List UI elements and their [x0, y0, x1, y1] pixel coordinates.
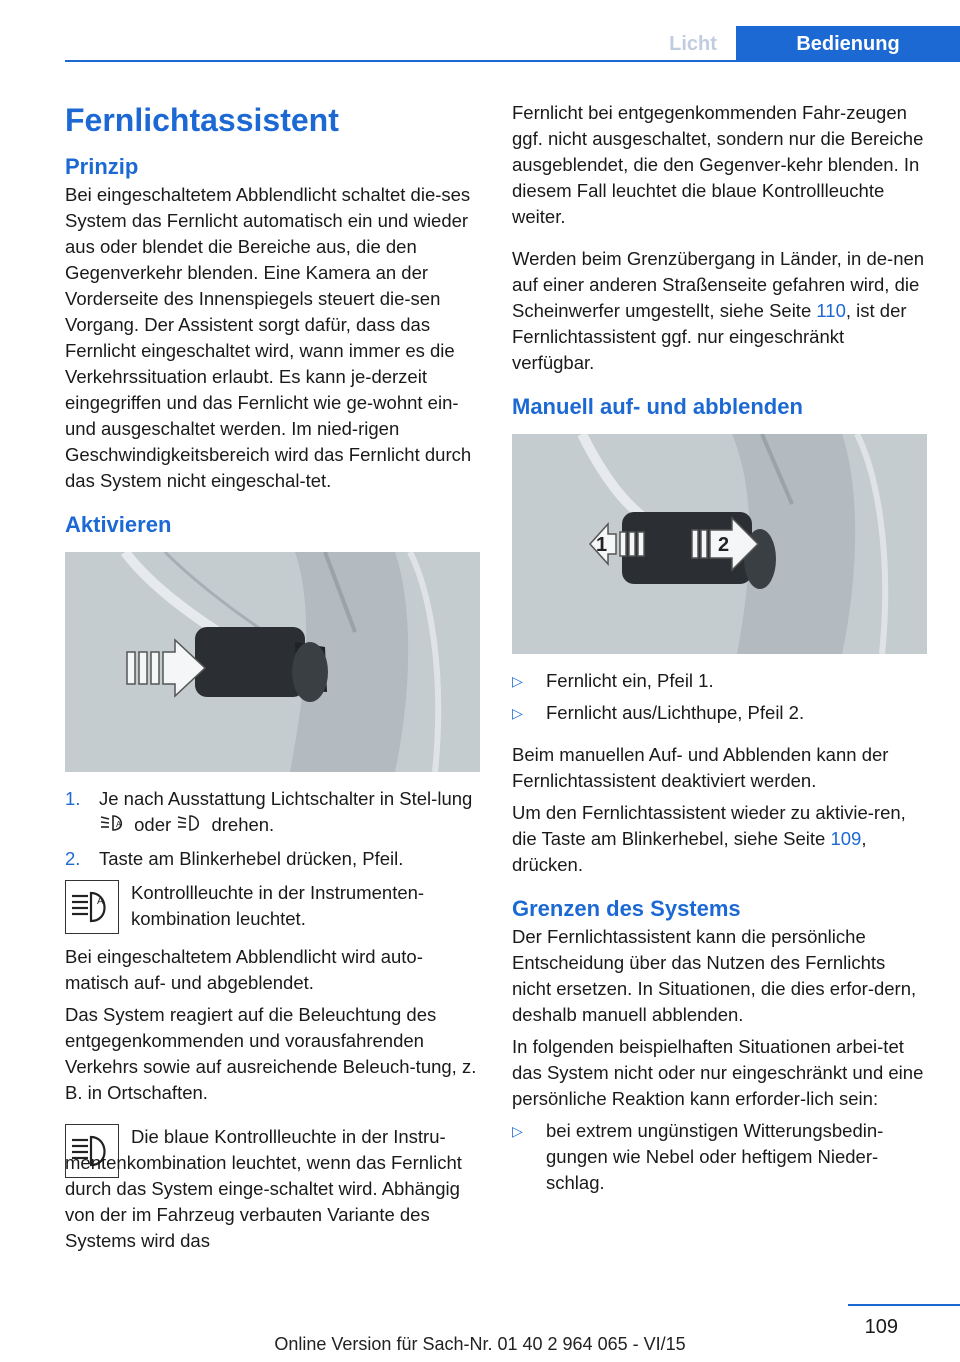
list-item — [512, 668, 927, 694]
page-header — [0, 0, 960, 62]
border-text-b: , ist der Fernlichtassistent ggf. nur eingeschränkt verfügbar. — [512, 300, 907, 373]
activation-steps — [65, 786, 480, 872]
bullet-text: bei extrem ungünstigen Witterungsbedin-gungen wie Nebel oder heftigem Nieder-schlag. — [546, 1120, 884, 1193]
step-text: Taste am Blinkerhebel drücken, Pfeil. — [99, 847, 404, 869]
high-beam-assistant-icon — [65, 880, 119, 934]
step-text-c: drehen. — [211, 814, 275, 835]
footer-divider — [848, 1304, 960, 1306]
para-manual: Beim manuellen Auf- und Abblenden kann der Fernlichtassistent deaktiviert werden. — [512, 744, 889, 791]
step-text-a: Je nach Ausstattung Lichtschalter in Stel-lung — [99, 788, 473, 809]
header-divider — [65, 60, 736, 62]
para-reaction: Das System reagiert auf die Beleuchtung des entgegenkommenden und vorausfahrenden Verkehrs sowie auf ausreichende Beleuch-tung, z. B. in Ortschaften. — [65, 1003, 477, 1103]
aktivieren-heading: Aktivieren — [65, 512, 172, 537]
grenzen-text: Der Fernlichtassistent kann die persönliche Entscheidung über das Nutzen des Fernlichts nicht ersetzen. In Situationen, die dies erfor-dern, deshalb manuell abblenden. — [512, 926, 917, 1025]
reactivate-text-a: Um den Fernlichtassistent wieder zu aktivie-ren, die Taste am Blinkerhebel, siehe Seite — [512, 802, 906, 849]
reactivate-text-b: , drücken. — [512, 828, 867, 875]
para-auto: Bei eingeschaltetem Abblendlicht wird auto-matisch auf- und abgeblendet. — [65, 945, 423, 993]
indicator-note-1 — [65, 880, 480, 932]
figure-label-2: 2 — [718, 534, 730, 556]
indicator-note-2 — [65, 1124, 480, 1254]
header-tab-licht: Licht — [669, 33, 717, 55]
activation-illustration-svg — [65, 552, 480, 772]
svg-text:A: A — [116, 819, 122, 829]
manual-bullets — [512, 668, 927, 726]
limits-bullets — [512, 1118, 927, 1196]
bullet-text: Fernlicht aus/Lichthupe, Pfeil 2. — [546, 702, 805, 723]
indicator1-text: Kontrollleuchte in der Instrumenten-kombination leuchtet. — [131, 881, 425, 929]
step-text-b: oder — [134, 814, 172, 835]
grenzen-heading: Grenzen des Systems — [512, 896, 741, 921]
list-item — [65, 786, 480, 840]
online-version-footer: Online Version für Sach-Nr. 01 40 2 964 065 - VI/15 — [274, 1334, 686, 1354]
manuell-heading: Manuell auf- und abblenden — [512, 394, 803, 419]
indicator2-text: Die blaue Kontrollleuchte in der Instru-mentenkombination leuchtet, wenn das Fernlicht durch das System einge-schaltet wird. Abhängig von der im Fahrzeug verbauten Variante des Systems wird das — [65, 1125, 462, 1251]
manual-illustration-svg — [512, 434, 927, 654]
list-item — [512, 700, 927, 726]
manual-illustration — [512, 434, 927, 654]
bullet-text: Fernlicht ein, Pfeil 1. — [546, 670, 714, 691]
list-item — [512, 1118, 927, 1196]
step-number: 2. — [65, 847, 81, 869]
border-text-a: Werden beim Grenzübergang in Länder, in de-nen auf einer anderen Straßenseite gefahren wird, die Scheinwerfer umgestellt, siehe Seite — [512, 248, 925, 321]
page-title: Fernlichtassistent — [65, 102, 339, 138]
right-column — [512, 100, 927, 1202]
border-crossing-text — [512, 246, 927, 376]
bullet-triangle-icon: ▷ — [512, 673, 523, 689]
page-link-110[interactable]: 110 — [816, 300, 846, 321]
bullet-triangle-icon: ▷ — [512, 705, 523, 721]
bullet-triangle-icon: ▷ — [512, 1123, 523, 1139]
svg-text:A: A — [97, 895, 104, 907]
list-item — [65, 846, 480, 872]
prinzip-heading: Prinzip — [65, 154, 139, 179]
auto-light-icon — [99, 813, 129, 840]
header-tab-bedienung: Bedienung — [736, 26, 960, 62]
step-number: 1. — [65, 788, 81, 809]
para-reactivate — [512, 800, 927, 878]
page-number: 109 — [864, 1316, 898, 1338]
grenzen-text-2: In folgenden beispielhaften Situationen arbei-tet das System nicht oder nur eingeschränkt und eine persönliche Reaktion kann erforder-lich sein: — [512, 1036, 924, 1109]
prinzip-text: Bei eingeschaltetem Abblendlicht schaltet die-ses System das Fernlicht automatisch ein und wieder aus oder blendet die Bereiche aus, die den Gegenverkehr blenden. Eine Kamera an der Vorderseite des Innenspiegels steuert die-sen Vorgang. Der Assistent sorgt dafür, dass das Fernlicht eingeschaltet wird, wann immer es die Verkehrssituation erlaubt. Es kann je-derzeit eingegriffen und das Fernlicht wie ge-wohnt ein- und ausgeschaltet werden. Im nied-rigen Geschwindigkeitsbereich wird das Fernlicht durch das System nicht eingeschal-tet. — [65, 184, 472, 491]
continuation-text: Fernlicht bei entgegenkommenden Fahr-zeugen ggf. nicht ausgeschaltet, sondern nur die Bereiche ausgeblendet, die den Gegenver-kehr blenden. In diesem Fall leuchtet die blaue Kontrollleuchte weiter. — [512, 102, 924, 227]
page-link-109[interactable]: 109 — [830, 828, 862, 849]
low-beam-icon — [176, 813, 206, 840]
activation-illustration — [65, 552, 480, 772]
left-column — [65, 100, 480, 1266]
figure-label-1: 1 — [596, 534, 608, 556]
